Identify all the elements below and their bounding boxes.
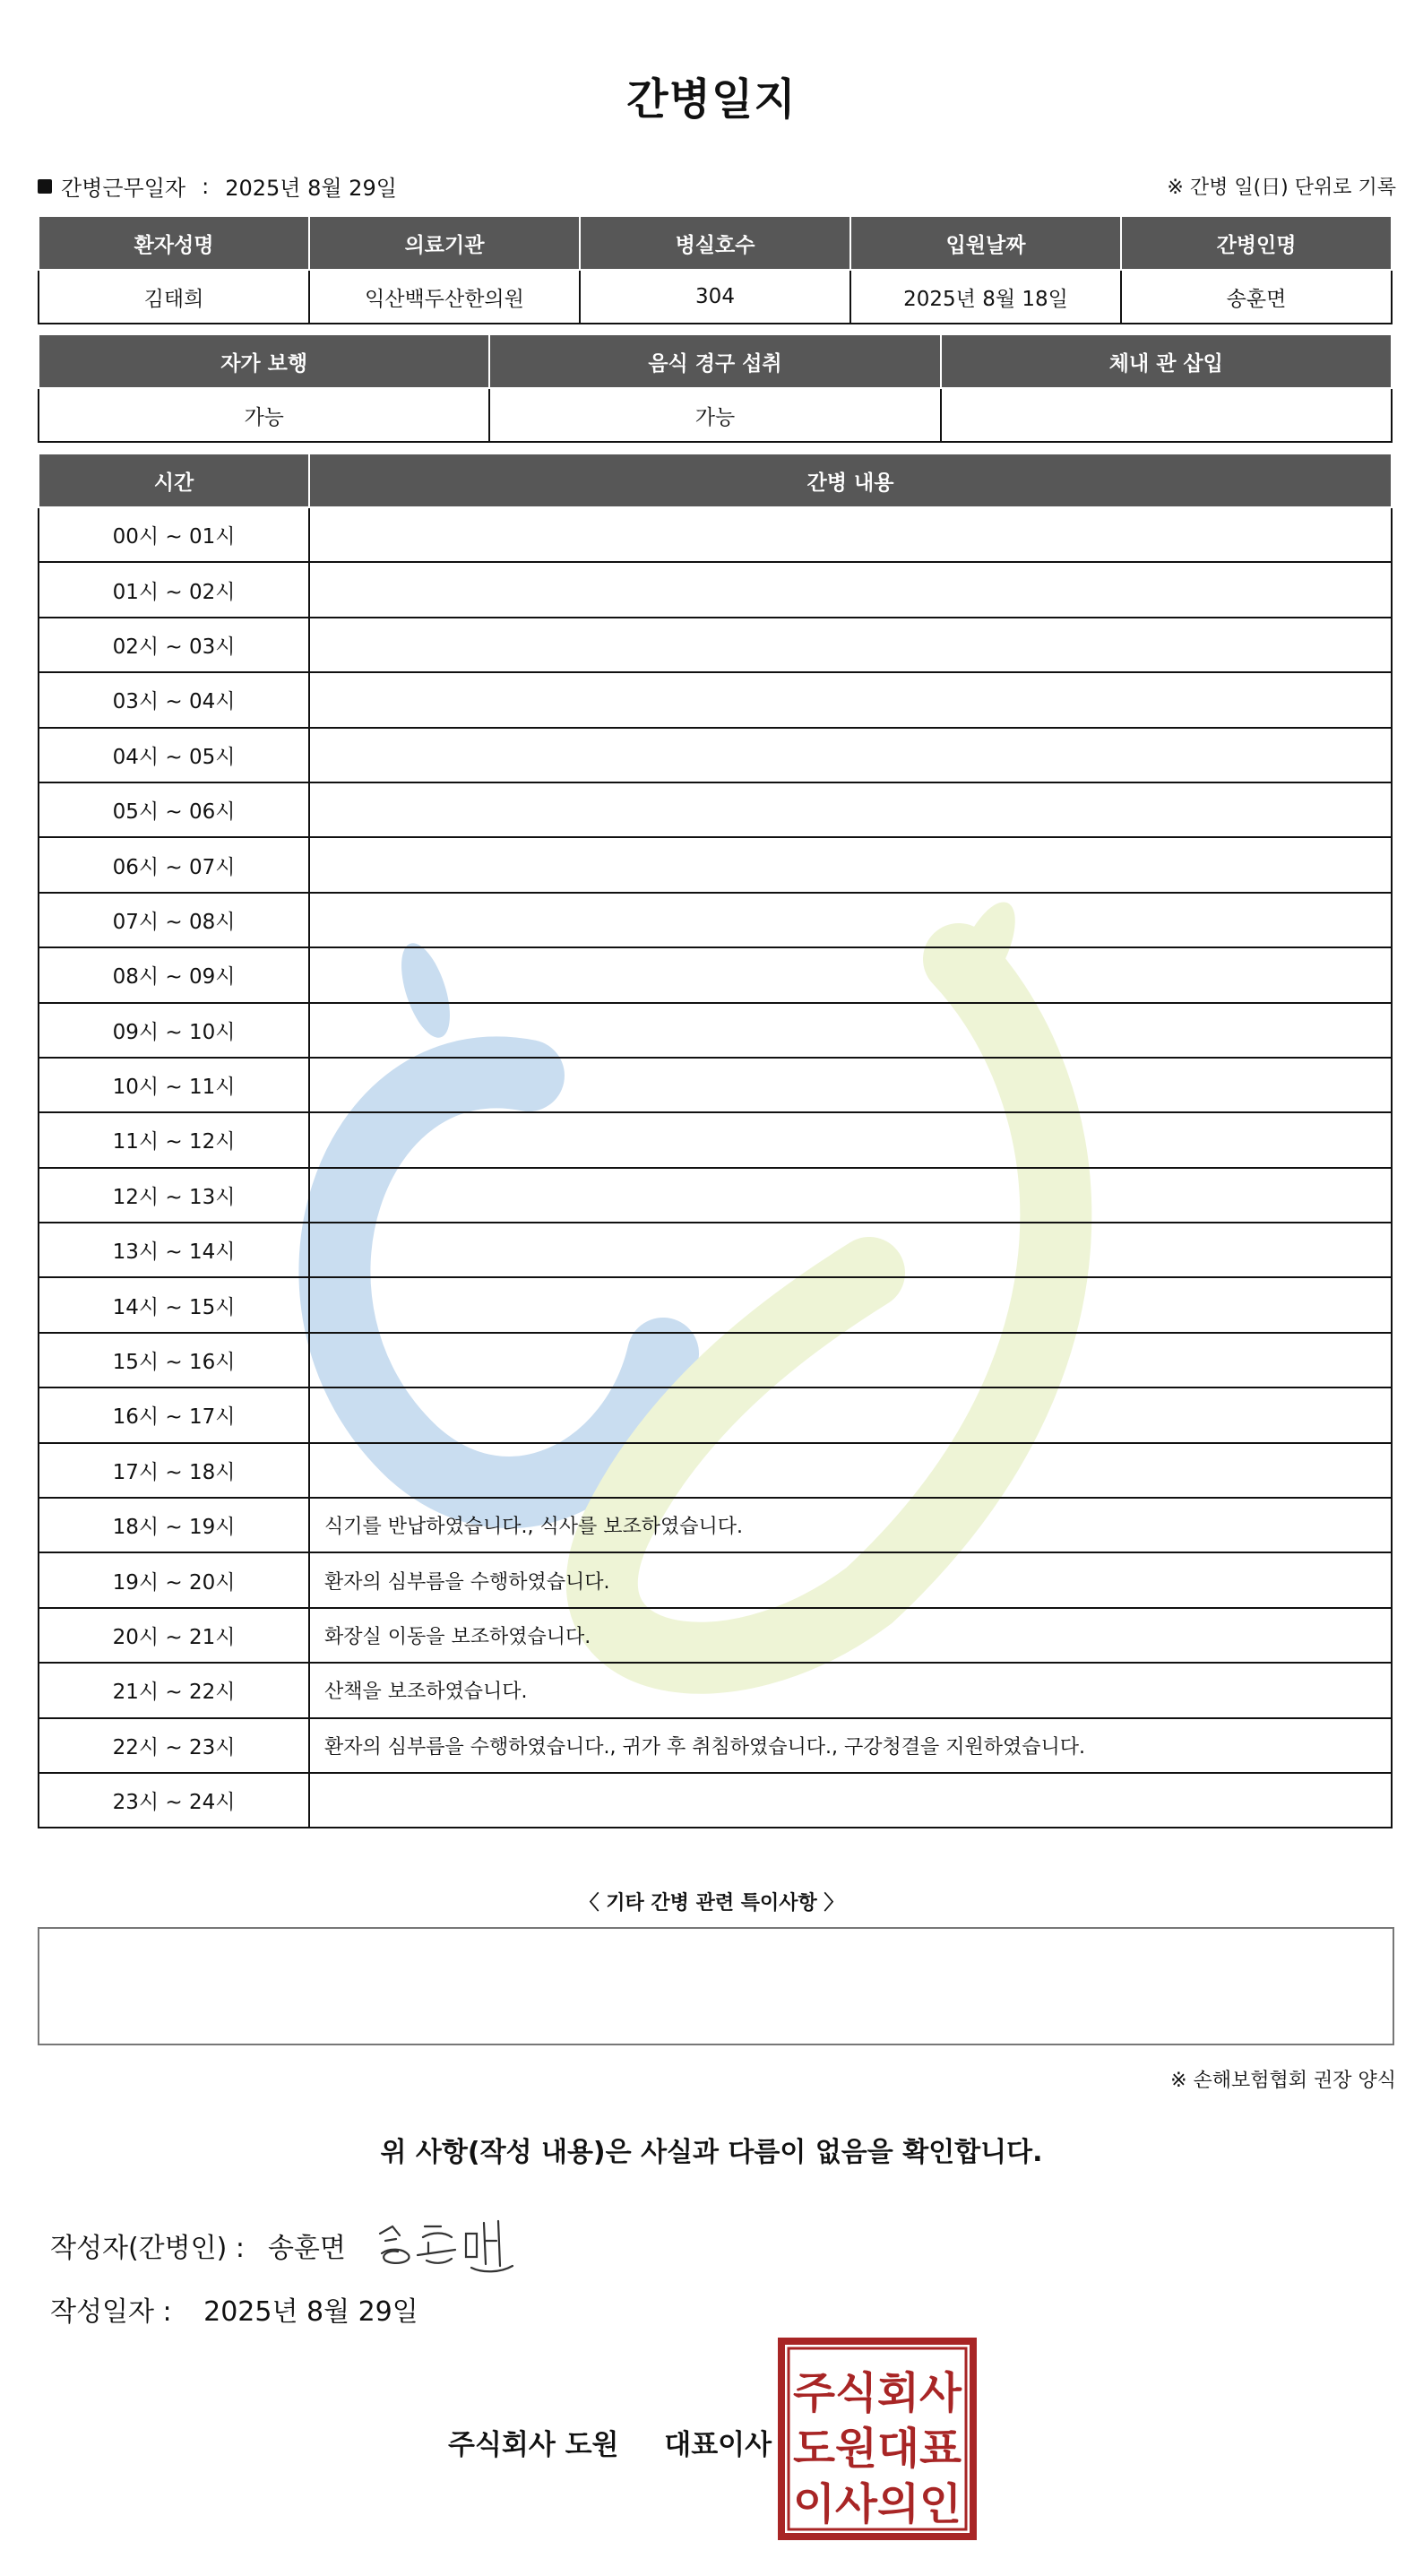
care-content-cell — [309, 837, 1392, 892]
time-cell: 12시 ~ 13시 — [39, 1168, 309, 1223]
table-row — [39, 1773, 1392, 1828]
care-content-cell — [309, 1443, 1392, 1498]
time-cell: 09시 ~ 10시 — [39, 1003, 309, 1058]
tube-insertion-cell — [941, 388, 1392, 442]
table-row — [39, 507, 1392, 562]
care-content-cell — [309, 893, 1392, 947]
table-row — [39, 1333, 1392, 1387]
header-care-content: 간병 내용 — [309, 454, 1392, 507]
time-cell: 11시 ~ 12시 — [39, 1112, 309, 1167]
time-cell: 03시 ~ 04시 — [39, 672, 309, 727]
table-row — [39, 1498, 1392, 1552]
care-content-cell — [309, 618, 1392, 672]
time-cell: 21시 ~ 22시 — [39, 1663, 309, 1717]
time-cell: 22시 ~ 23시 — [39, 1718, 309, 1773]
care-content-cell — [309, 947, 1392, 1002]
care-content-cell — [309, 672, 1392, 727]
care-content-cell — [309, 782, 1392, 837]
header-self-walking: 자가 보행 — [39, 334, 489, 388]
time-cell: 06시 ~ 07시 — [39, 837, 309, 892]
author-label: 작성자(간병인) : — [50, 2233, 245, 2264]
admission-date-cell: 2025년 8월 18일 — [850, 270, 1121, 324]
time-cell: 23시 ~ 24시 — [39, 1773, 309, 1828]
svg-text:도원대표: 도원대표 — [793, 2424, 962, 2474]
care-content-cell: 산책을 보조하였습니다. — [309, 1663, 1392, 1717]
work-date-row — [38, 170, 397, 202]
care-content-cell — [309, 1112, 1392, 1167]
table-row — [39, 562, 1392, 617]
time-cell: 04시 ~ 05시 — [39, 728, 309, 782]
table-row — [39, 1003, 1392, 1058]
time-cell: 08시 ~ 09시 — [39, 947, 309, 1002]
care-content-cell: 환자의 심부름을 수행하였습니다. — [309, 1552, 1392, 1607]
work-date-separator: : — [202, 173, 210, 199]
room-number-cell: 304 — [580, 270, 850, 324]
patient-info-table — [38, 215, 1393, 324]
table-row — [39, 1718, 1392, 1773]
confirmation-statement: 위 사항(작성 내용)은 사실과 다름이 없음을 확인합니다. — [380, 2137, 1043, 2168]
care-content-cell — [309, 1168, 1392, 1223]
bullet-square-icon — [38, 179, 52, 194]
svg-text:주식회사: 주식회사 — [793, 2368, 962, 2418]
header-institution: 의료기관 — [309, 216, 580, 270]
recommend-note: ※ 손해보험협회 권장 양식 — [1170, 2070, 1396, 2092]
time-cell: 02시 ~ 03시 — [39, 618, 309, 672]
daily-record-note: ※ 간병 일(日) 단위로 기록 — [1167, 177, 1396, 199]
document-title: 간병일지 — [626, 74, 797, 125]
table-row — [39, 1112, 1392, 1167]
care-content-cell — [309, 1773, 1392, 1828]
care-content-cell — [309, 1223, 1392, 1277]
care-log-table — [38, 453, 1393, 1828]
institution-cell: 익산백두산한의원 — [309, 270, 580, 324]
care-content-cell — [309, 562, 1392, 617]
write-date-row — [50, 2289, 418, 2329]
handwritten-signature — [373, 2214, 525, 2277]
table-row — [39, 1168, 1392, 1223]
table-row — [39, 1608, 1392, 1663]
header-patient-name: 환자성명 — [39, 216, 309, 270]
care-content-cell — [309, 1003, 1392, 1058]
svg-text:이사의인: 이사의인 — [793, 2479, 962, 2529]
self-walking-cell: 가능 — [39, 388, 489, 442]
table-row — [39, 782, 1392, 837]
header-room-number: 병실호수 — [580, 216, 850, 270]
table-row — [39, 1277, 1392, 1332]
table-row — [39, 1058, 1392, 1112]
care-content-cell — [309, 1387, 1392, 1442]
time-cell: 01시 ~ 02시 — [39, 562, 309, 617]
time-cell: 05시 ~ 06시 — [39, 782, 309, 837]
care-content-cell — [309, 1333, 1392, 1387]
table-row — [39, 1223, 1392, 1277]
table-header-row — [39, 216, 1392, 270]
time-cell: 07시 ~ 08시 — [39, 893, 309, 947]
time-cell: 20시 ~ 21시 — [39, 1608, 309, 1663]
table-row — [39, 947, 1392, 1002]
company-title: 대표이사 — [664, 2429, 772, 2461]
table-row — [39, 728, 1392, 782]
write-date-value: 2025년 8월 29일 — [203, 2296, 418, 2328]
care-content-cell — [309, 1277, 1392, 1332]
company-name: 주식회사 도원 — [448, 2429, 619, 2461]
table-row — [39, 893, 1392, 947]
header-caregiver-name: 간병인명 — [1121, 216, 1392, 270]
time-cell: 15시 ~ 16시 — [39, 1333, 309, 1387]
care-content-cell: 환자의 심부름을 수행하였습니다., 귀가 후 취침하였습니다., 구강청결을 지원하였습니다. — [309, 1718, 1392, 1773]
time-cell: 19시 ~ 20시 — [39, 1552, 309, 1607]
company-seal-stamp — [778, 2338, 977, 2540]
remarks-box — [38, 1927, 1394, 2045]
table-row — [39, 618, 1392, 672]
care-content-cell: 화장실 이동을 보조하였습니다. — [309, 1608, 1392, 1663]
time-cell: 00시 ~ 01시 — [39, 507, 309, 562]
time-cell: 14시 ~ 15시 — [39, 1277, 309, 1332]
table-row — [39, 270, 1392, 324]
oral-intake-cell: 가능 — [489, 388, 940, 442]
company-signatory — [448, 2422, 772, 2462]
author-row — [50, 2214, 525, 2277]
author-name: 송훈면 — [267, 2233, 346, 2264]
care-content-cell: 식기를 반납하였습니다., 식사를 보조하였습니다. — [309, 1498, 1392, 1552]
header-time: 시간 — [39, 454, 309, 507]
time-cell: 18시 ~ 19시 — [39, 1498, 309, 1552]
header-tube-insertion: 체내 관 삽입 — [941, 334, 1392, 388]
care-content-cell — [309, 1058, 1392, 1112]
table-row — [39, 1387, 1392, 1442]
patient-status-table — [38, 333, 1393, 443]
time-cell: 16시 ~ 17시 — [39, 1387, 309, 1442]
write-date-label: 작성일자 : — [50, 2296, 172, 2328]
table-row — [39, 1443, 1392, 1498]
patient-name-cell: 김태희 — [39, 270, 309, 324]
time-cell: 10시 ~ 11시 — [39, 1058, 309, 1112]
table-row — [39, 672, 1392, 727]
table-row — [39, 1663, 1392, 1717]
header-admission-date: 입원날짜 — [850, 216, 1121, 270]
time-cell: 17시 ~ 18시 — [39, 1443, 309, 1498]
work-date-value: 2025년 8월 29일 — [225, 176, 397, 201]
care-log-body — [39, 507, 1392, 1828]
table-row — [39, 388, 1392, 442]
table-header-row — [39, 334, 1392, 388]
time-cell: 13시 ~ 14시 — [39, 1223, 309, 1277]
table-row — [39, 837, 1392, 892]
care-content-cell — [309, 507, 1392, 562]
work-date-label: 간병근무일자 — [61, 176, 186, 201]
table-header-row — [39, 454, 1392, 507]
caregiver-name-cell: 송훈면 — [1121, 270, 1392, 324]
care-content-cell — [309, 728, 1392, 782]
remarks-title: 〈 기타 간병 관련 특이사항 〉 — [579, 1892, 844, 1915]
header-oral-intake: 음식 경구 섭취 — [489, 334, 940, 388]
table-row — [39, 1552, 1392, 1607]
